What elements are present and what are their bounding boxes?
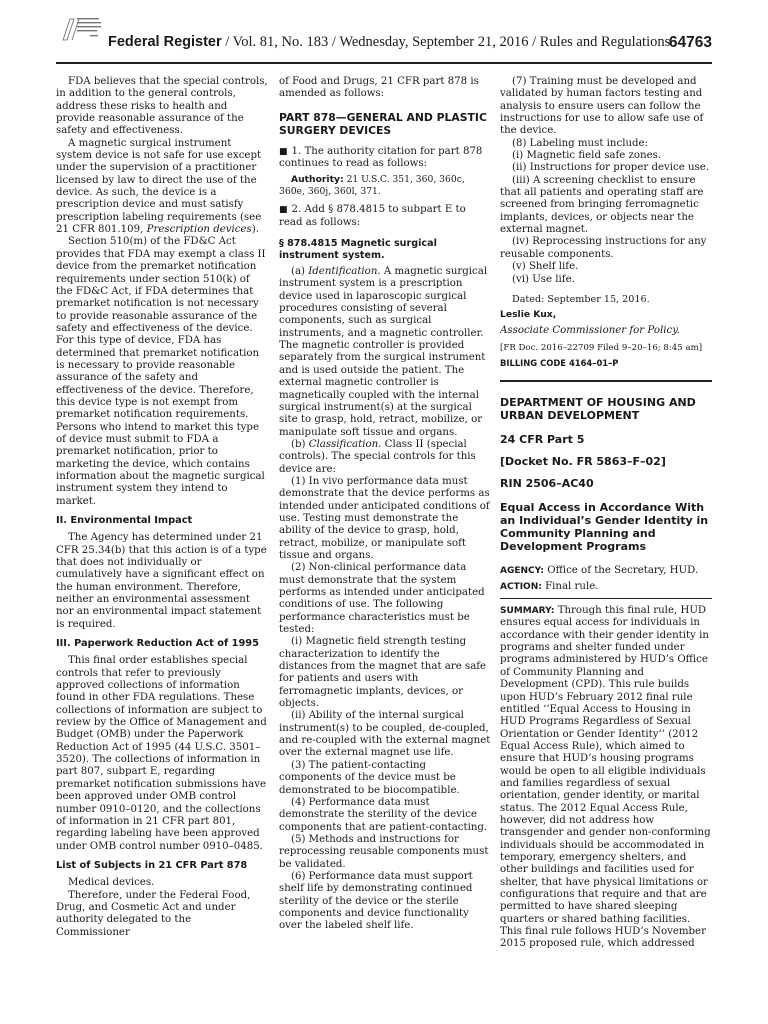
amendatory-instruction: ■ 2. Add § 878.4815 to subpart E to read as follows: xyxy=(279,204,466,228)
paragraph: (ii) Ability of the internal surgical instrument(s) to be coupled, de-coupled, and re-coupled with the external magnet over the external magnet use life. xyxy=(279,710,491,759)
section-name: Rules and Regulations xyxy=(539,34,671,50)
paragraph: (2) Non-clinical performance data must demonstrate that the system performs as intended under anticipated conditions of use. The following performance characteristics must be tested: xyxy=(279,562,485,636)
paragraph: Medical devices. xyxy=(68,877,155,889)
paragraph: (b) Classification. Class II (special controls). The special controls for this device are: xyxy=(279,438,476,475)
paragraph: (4) Performance data must demonstrate the sterility of the device components that are patient-contacting. xyxy=(279,796,488,833)
action-line: ACTION: Final rule. xyxy=(500,580,599,592)
paragraph: Therefore, under the Federal Food, Drug, and Cosmetic Act and under authority delegated to the Commissioner xyxy=(56,889,251,938)
fr-doc-line: [FR Doc. 2016–22709 Filed 9–20–16; 8:45 am] xyxy=(500,342,703,353)
billing-code: BILLING CODE 4164–01–P xyxy=(500,358,619,369)
column-2 xyxy=(279,76,491,966)
page-number: 64763 xyxy=(668,34,712,51)
paragraph: (8) Labeling must include: xyxy=(512,137,649,149)
docket-number: [Docket No. FR 5863–F–02] xyxy=(500,454,666,468)
gpo-authentication-logo xyxy=(60,14,106,44)
header-rule xyxy=(56,62,712,64)
amendatory-instruction: ■ 1. The authority citation for part 878 continues to read as follows: xyxy=(279,145,483,170)
paragraph: (v) Shelf life. xyxy=(512,261,579,273)
summary-paragraph: SUMMARY: Through this final rule, HUD ensures equal access for individuals in accordance with their gender identity in programs and shelter funded under programs administered by HUD’s Office of Community Planning and Development (CPD). This rule builds upon HUD’s February 2012 final rule entitled ‘‘Equal Access to Housing in HUD Programs Regardless of Sexual Orientation or Gender Identity’’ (2012 Equal Access Rule), which aimed to ensure that HUD’s housing programs would be open to all eligible individuals and families regardless of sexual orientation, gender identity, or marital status. The 2012 Equal Access Rule, however, did not address how transgender and gender non-conforming individuals should be accommodated in temporary, emergency shelters, and other buildings and facilities used for shelter, that have physical limitations or configurations that require and that are permitted to have shared sleeping quarters or shared bathing facilities. This final rule follows HUD’s November 2015 proposed rule, which addressed xyxy=(500,605,711,950)
dated-line: Dated: September 15, 2016. xyxy=(512,293,650,305)
publication-name: Federal Register xyxy=(108,34,222,50)
section-878-4815-heading: § 878.4815 Magnetic surgical instrument system. xyxy=(279,238,437,262)
paragraph: (iii) A screening checklist to ensure that all patients and operating staff are screened from bringing ferromagnetic implants, devices, or objects near the external magnet. xyxy=(500,174,704,236)
paragraph: This final order establishes special controls that refer to previously approved collections of information found in other FDA regulations. These collections of information are subject to review by the Office of Management and Budget (OMB) under the Paperwork Reduction Act of 1995 (44 U.S.C. 3501–3520). The collections of information in part 807, subpart E, regarding premarket notification submissions have been approved under OMB control number 0910–0120, and the collections of information in 21 CFR part 801, regarding labeling have been approved under OMB control number 0910–0485. xyxy=(56,655,267,852)
paragraph: (ii) Instructions for proper device use. xyxy=(512,162,710,174)
paragraph: (i) Magnetic field safe zones. xyxy=(512,150,662,162)
part-heading: PART 878—GENERAL AND PLASTIC SURGERY DEVICES xyxy=(279,110,487,137)
paragraph: (5) Methods and instructions for reprocessing reusable components must be validated. xyxy=(279,833,489,870)
agency-line: AGENCY: Office of the Secretary, HUD. xyxy=(500,565,699,577)
paragraph: of Food and Drugs, 21 CFR part 878 is amended as follows: xyxy=(279,76,479,100)
bullet-square-icon: ■ xyxy=(279,146,288,157)
section-heading-environmental: II. Environmental Impact xyxy=(56,515,193,527)
rin-number: RIN 2506–AC40 xyxy=(500,477,594,491)
paragraph: Section 510(m) of the FD&C Act provides that FDA may exempt a class II device from the premarket notification requirements under section 510(k) of the FD&C Act, if FDA determines that premarket notification is not necessary to provide reasonable assurance of the safety and effectiveness of the device. For this type of device, FDA has determined that premarket notification is necessary to provide reasonable assurance of the safety and effectiveness of the device. Therefore, this device type is not exempt from premarket notification requirements. Persons who intend to market this type of device must submit to FDA a premarket notification, prior to marketing the device, which contains information about the magnetic surgical instrument system they intend to market. xyxy=(56,236,266,507)
paragraph: (i) Magnetic field strength testing characterization to identify the distances from the magnet that are safe for patients and users with ferromagnetic implants, devices, or objects. xyxy=(279,636,487,710)
column-1 xyxy=(56,76,268,966)
section-heading-paperwork: III. Paperwork Reduction Act of 1995 xyxy=(56,638,259,650)
issue-date: Wednesday, September 21, 2016 xyxy=(339,34,529,50)
agency-heading: DEPARTMENT OF HOUSING AND URBAN DEVELOPMENT xyxy=(500,395,696,422)
paragraph: A magnetic surgical instrument system device is not safe for use except under the supervision of a practitioner licensed by law to direct the use of the device. As such, the device is a prescription device and must satisfy prescription labeling requirements (see 21 CFR 801.109, Prescription devices). xyxy=(56,137,262,236)
paragraph: (a) Identification. A magnetic surgical instrument system is a prescription device used in laparoscopic surgical procedures consisting of several components, such as surgical instruments, and a magnetic controller. The magnetic controller is provided separately from the surgical instrument and is used outside the patient. The external magnetic controller is magnetically coupled with the internal surgical instrument(s) at the surgical site to grasp, hold, retract, mobilize, or manipulate soft tissue and organs. xyxy=(279,266,488,438)
paragraph: FDA believes that the special controls, in addition to the general controls, address these risks to health and provide reasonable assurance of the safety and effectiveness. xyxy=(56,76,268,137)
section-heading-subjects: List of Subjects in 21 CFR Part 878 xyxy=(56,859,248,871)
column-3 xyxy=(500,76,712,966)
paragraph: (iv) Reprocessing instructions for any reusable components. xyxy=(500,236,707,260)
paragraph: The Agency has determined under 21 CFR 25.34(b) that this action is of a type that does not individually or cumulatively have a significant effect on the human environment. Therefore, neither an environmental assessment nor an environmental impact statement is required. xyxy=(56,532,267,630)
paragraph: (7) Training must be developed and validated by human factors testing and analysis to ensure users can follow the instructions for use to allow safe use of the device. xyxy=(500,76,704,137)
paragraph: (3) The patient-contacting components of the device must be demonstrated to be biocompatible. xyxy=(279,759,460,796)
paragraph: (6) Performance data must support shelf life by demonstrating continued sterility of the device or the sterile components and device functionality over the labeled shelf life. xyxy=(279,870,473,932)
paragraph: (1) In vivo performance data must demonstrate that the device performs as intended under anticipated conditions of use. Testing must demonstrate the ability of the device to grasp, hold, retract, mobilize, or manipulate soft tissue and organs. xyxy=(279,475,490,561)
running-header: Federal Register / Vol. 81, No. 183 / Wednesday, September 21, 2016 / Rules and Regulations 64763 xyxy=(108,34,712,51)
authority-citation: Authority: 21 U.S.C. 351, 360, 360c, 360e, 360j, 360l, 371. xyxy=(279,174,465,198)
document-divider xyxy=(500,380,712,382)
volume-issue: Vol. 81, No. 183 xyxy=(232,34,329,50)
cfr-part: 24 CFR Part 5 xyxy=(500,432,585,446)
paragraph: (vi) Use life. xyxy=(512,273,575,285)
bullet-square-icon: ■ xyxy=(279,205,288,216)
summary-rule xyxy=(500,598,712,599)
signer-name: Leslie Kux, xyxy=(500,309,557,321)
rule-title: Equal Access in Accordance With an Individual’s Gender Identity in Community Planning and Development Programs xyxy=(500,500,709,554)
signer-title: Associate Commissioner for Policy. xyxy=(500,324,680,336)
